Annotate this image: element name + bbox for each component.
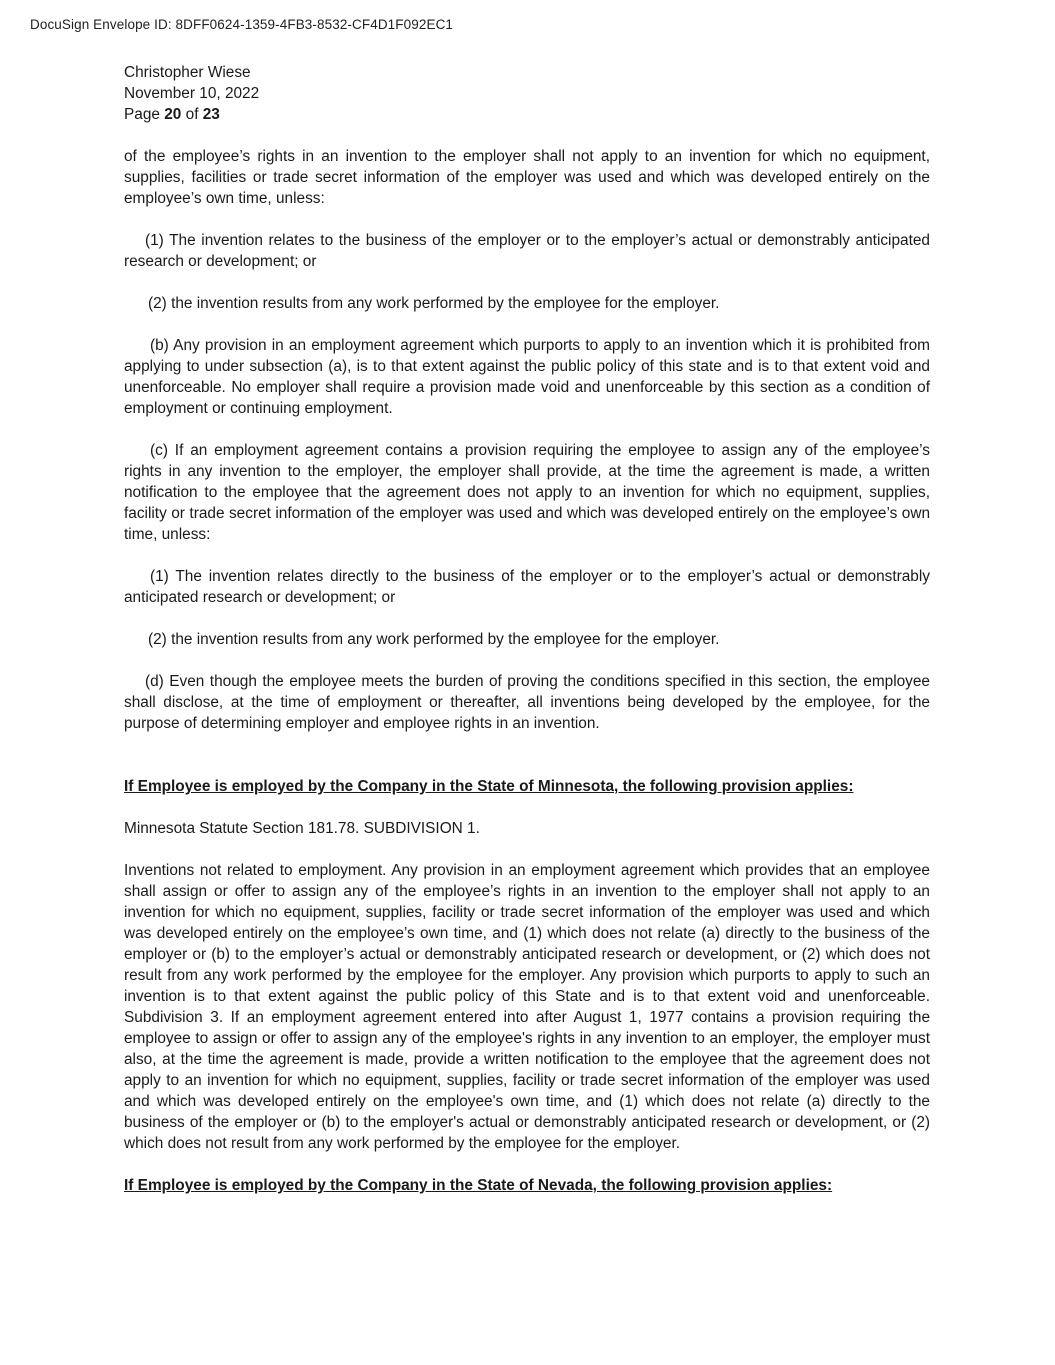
- paragraph-continuation: of the employee’s rights in an invention to the employer shall not apply to an invention for which no equipment, supplies, facilities or trade secret information of the employer was used and which was developed entirely on the employee’s own time, unless:: [124, 148, 930, 207]
- page-prefix: Page: [124, 106, 165, 123]
- section-heading-nevada: If Employee is employed by the Company in the State of Nevada, the following provision applies:: [124, 1177, 833, 1194]
- minnesota-statute-reference: Minnesota Statute Section 181.78. SUBDIVISION 1.: [124, 820, 480, 837]
- section-heading-minnesota: If Employee is employed by the Company in the State of Minnesota, the following provision applies:: [124, 778, 854, 795]
- page-total: 23: [202, 106, 220, 123]
- paragraph-clause-c-1: (1) The invention relates directly to the business of the employer or to the employer’s actual or demonstrably anticipated research or development; or: [124, 568, 930, 606]
- minnesota-statute-text: Inventions not related to employment. Any provision in an employment agreement which provides that an employee shall assign or offer to assign any of the employee’s rights in an invention to the employer shall not apply to an invention for which no equipment, supplies, facility or trade secret information of the employer was used and which was developed entirely on the employee’s own time, and (1) which does not relate (a) directly to the business of the employer or (b) to the employer’s actual or demonstrably anticipated research or development, or (2) which does not result from any work performed by the employee for the employer. Any provision which purports to apply to such an invention is to that extent against the public policy of this State and is to that extent void and unenforceable. Subdivision 3. If an employment agreement entered into after August 1, 1977 contains a provision requiring the employee to assign or offer to assign any of the employee's rights in any invention to an employer, the employer must also, at the time the agreement is made, provide a written notification to the employee that the agreement does not apply to an invention for which no equipment, supplies, facility or trade secret information of the employer was used and which was developed entirely on the employee's own time, and (1) which does not relate (a) directly to the business of the employer or (b) to the employer's actual or demonstrably anticipated research or development, or (2) which does not result from any work performed by the employee for the employer.: [124, 862, 930, 1152]
- recipient-name: Christopher Wiese: [124, 64, 251, 81]
- paragraph-clause-b: (b) Any provision in an employment agreement which purports to apply to an invention which it is prohibited from applying to under subsection (a), is to that extent against the public policy of this state and is to that extent void and unenforceable. No employer shall require a provision made void and unenforceable by this section as a condition of employment or continuing employment.: [124, 337, 930, 417]
- page-number: [124, 104, 930, 125]
- section-spacer: [124, 755, 930, 776]
- page-current: 20: [164, 106, 182, 123]
- letter-header: [124, 62, 930, 125]
- letter-date: November 10, 2022: [124, 85, 260, 102]
- page-of: of: [181, 106, 203, 123]
- document-page: [124, 62, 930, 1217]
- paragraph-clause-c: (c) If an employment agreement contains a provision requiring the employee to assign any of the employee’s rights in any invention to the employer, the employer shall provide, at the time the agreement is made, a written notification to the employee that the agreement does not apply to an invention for which no equipment, supplies, facility or trade secret information of the employer was used and which was developed entirely on the employee’s own time, unless:: [124, 442, 930, 543]
- paragraph-clause-1: (1) The invention relates to the business of the employer or to the employer’s actual or demonstrably anticipated research or development; or: [124, 232, 930, 270]
- paragraph-clause-c-2: (2) the invention results from any work performed by the employee for the employer.: [148, 631, 720, 648]
- docusign-envelope-id: DocuSign Envelope ID: 8DFF0624-1359-4FB3-8532-CF4D1F092EC1: [30, 17, 454, 32]
- paragraph-clause-d: (d) Even though the employee meets the burden of proving the conditions specified in this section, the employee shall disclose, at the time of employment or thereafter, all inventions being developed by the employee, for the purpose of determining employer and employee rights in an invention.: [124, 673, 930, 732]
- paragraph-clause-2: (2) the invention results from any work performed by the employee for the employer.: [148, 295, 720, 312]
